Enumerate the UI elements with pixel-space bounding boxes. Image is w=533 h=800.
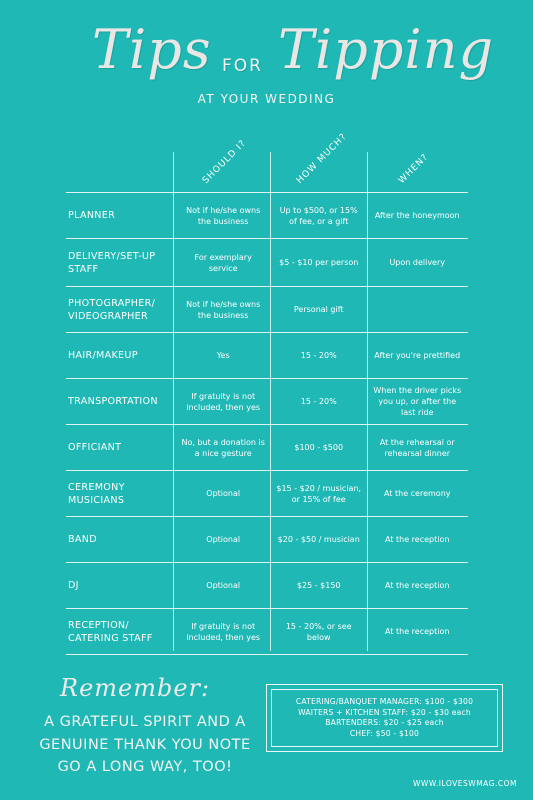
tipping-table [66,192,468,655]
remember-line: GENUINE THANK YOU NOTE [39,737,251,753]
title [0,14,533,114]
row-how-much: 15 - 20% [300,397,337,406]
remember-line: GO A LONG WAY, TOO! [57,759,233,775]
row-role: PHOTOGRAPHER/ VIDEOGRAPHER [68,297,156,322]
table-row [66,192,468,238]
box-line: CATERING/BANQUET MANAGER: $100 - $300 [295,697,474,706]
row-should: If gratuity is not included, then yes [186,621,261,642]
row-when: At the rehearsal or rehearsal dinner [379,437,455,458]
table-row [66,470,468,516]
row-role: DELIVERY/SET-UP STAFF [68,250,156,275]
row-should: If gratuity is not included, then yes [186,391,261,412]
table-row [66,562,468,608]
row-how-much: $15 - $20 / musician, or 15% of fee [276,483,362,504]
row-when: At the ceremony [383,489,451,498]
column-header-should: SHOULD I? [200,138,249,186]
table-row [66,608,468,655]
remember-line: A GRATEFUL SPIRIT AND A [44,714,246,730]
title-tipping: Tipping [278,18,495,81]
box-line: BARTENDERS: $20 - $25 each [325,718,444,727]
row-when: At the reception [385,627,450,636]
row-when: After the honeymoon [374,211,460,220]
title-tips: Tips [92,18,212,81]
row-how-much: $5 - $10 per person [279,258,359,267]
table-row [66,286,468,332]
box-line: CHEF: $50 - $100 [349,728,420,738]
row-role: CEREMONY MUSICIANS [68,481,125,506]
row-should: Optional [206,535,241,544]
row-should: Yes [216,351,230,360]
row-role: DJ [68,580,79,591]
catering-staff-box-inner [271,689,498,747]
table-row [66,516,468,562]
row-should: For exemplary service [194,252,252,273]
row-role: BAND [68,534,97,545]
row-role: PLANNER [68,210,116,221]
row-when: At the reception [385,581,450,590]
row-how-much: Up to $500, or 15% of fee, or a gift [279,205,358,226]
catering-staff-box [266,684,503,752]
row-should: Optional [206,581,241,590]
row-how-much: Personal gift [293,305,344,314]
row-how-much: $20 - $50 / musician [277,535,360,544]
row-role: OFFICIANT [68,442,122,453]
column-header-how-much: HOW MUCH? [294,131,350,186]
table-row [66,238,468,286]
row-when: After you're prettified [374,351,461,360]
row-how-much: $25 - $150 [296,581,341,590]
row-should: Optional [206,489,241,498]
title-for: FOR [222,56,263,76]
row-when: At the reception [385,535,450,544]
remember-heading: Remember: [60,674,211,702]
row-how-much: $100 - $500 [294,443,344,452]
table-row [66,424,468,470]
table-row [66,378,468,424]
row-role: RECEPTION/ CATERING STAFF [68,619,153,644]
title-subtitle: AT YOUR WEDDING [197,92,336,106]
row-should: Not if he/she owns the business [186,205,261,226]
row-when: Upon delivery [389,258,446,267]
row-when: When the driver picks you up, or after the last ride [373,386,462,417]
box-line: WAITERS + KITCHEN STAFF: $20 - $30 each [298,707,471,717]
row-should: No, but a donation is a nice gesture [181,437,265,458]
row-should: Not if he/she owns the business [186,299,261,320]
row-role: HAIR/MAKEUP [68,350,138,361]
row-how-much: 15 - 20%, or see below [285,621,352,642]
website-url: WWW.ILOVESWMAG.COM [413,779,517,788]
column-header-when: WHEN? [396,152,431,186]
row-how-much: 15 - 20% [300,351,337,360]
row-role: TRANSPORTATION [68,396,158,407]
table-row [66,332,468,378]
